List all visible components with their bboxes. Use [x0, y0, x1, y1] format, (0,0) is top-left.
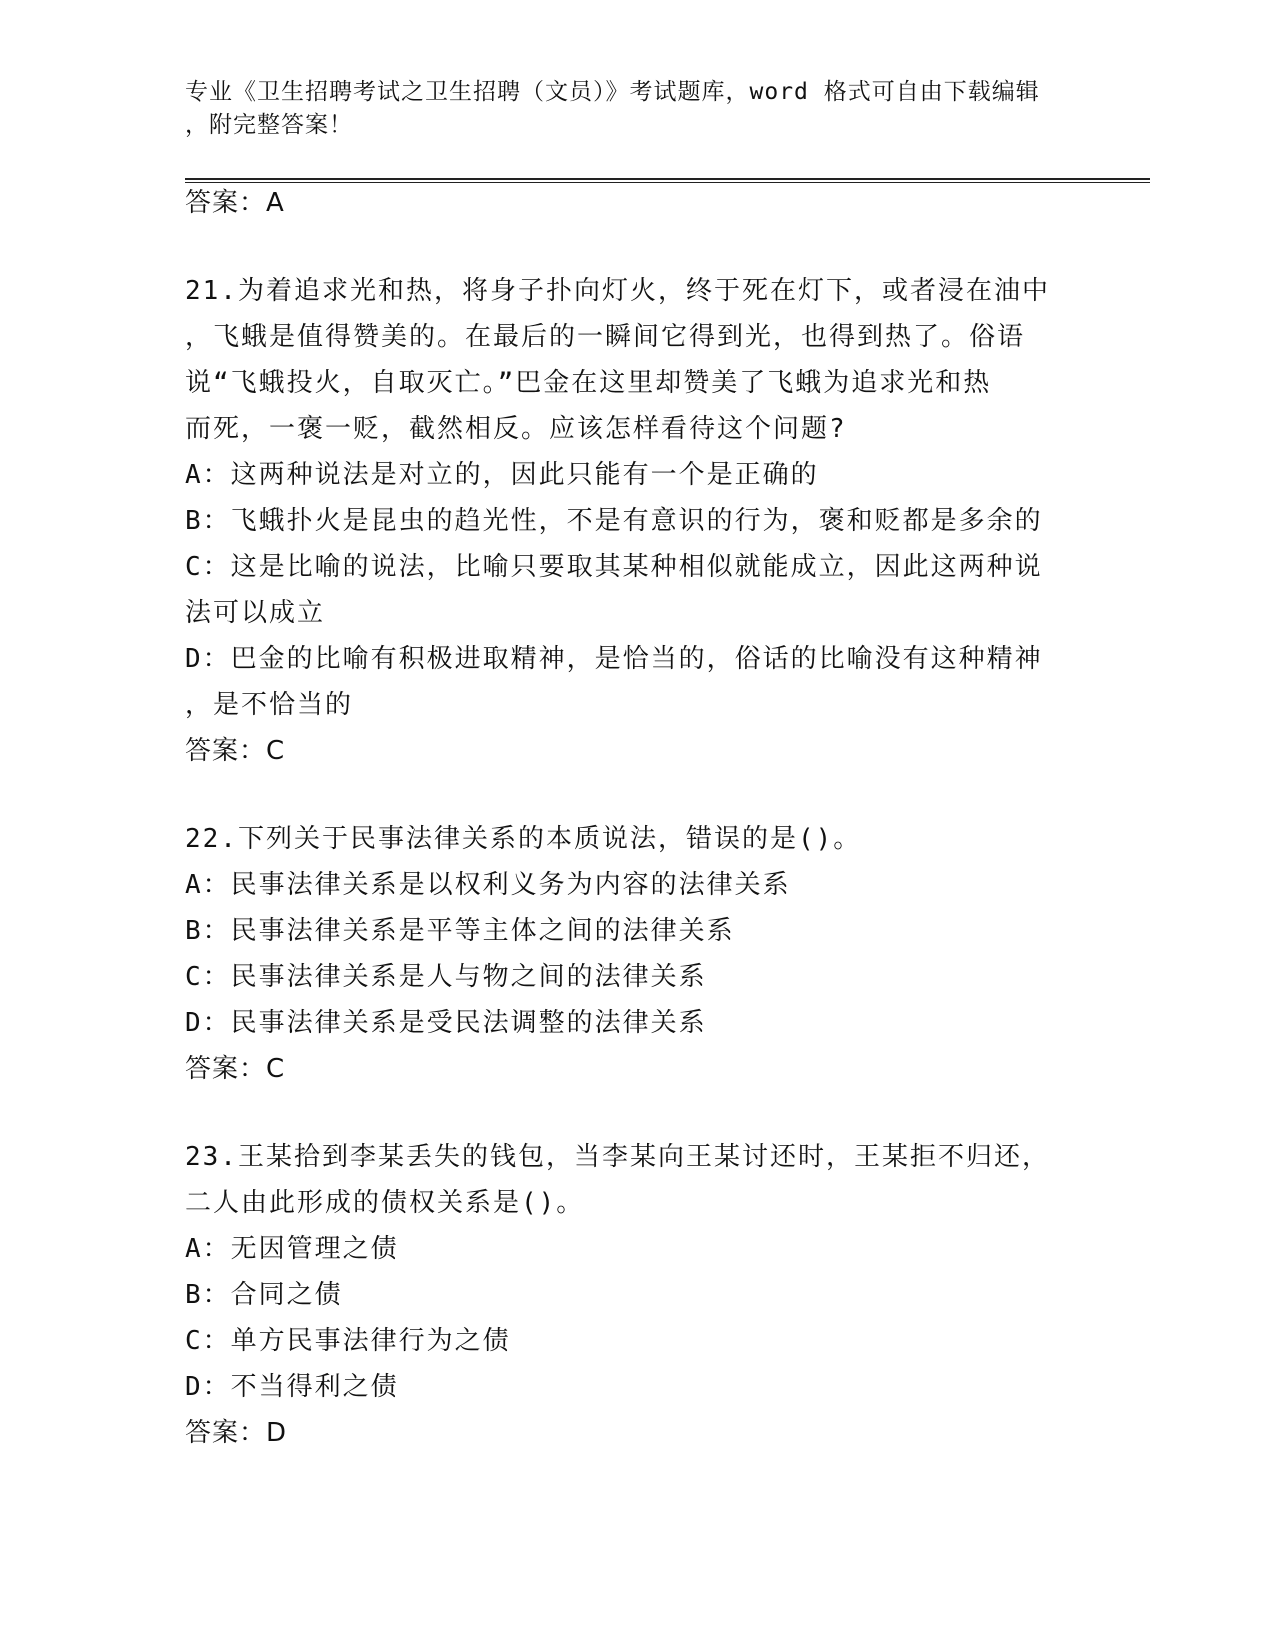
question-23-stem-line-2: 二人由此形成的债权关系是()。: [185, 1188, 585, 1218]
question-21-option-c-line-1: C：这是比喻的说法，比喻只要取其某种相似就能成立，因此这两种说: [185, 552, 1043, 582]
question-21-option-d-line-1: D：巴金的比喻有积极进取精神，是恰当的，俗话的比喻没有这种精神: [185, 644, 1043, 674]
question-22-option-b: B：民事法律关系是平等主体之间的法律关系: [185, 916, 735, 946]
question-22-option-a: A：民事法律关系是以权利义务为内容的法律关系: [185, 870, 791, 900]
spacer: [185, 1092, 1085, 1134]
question-list: [185, 180, 1085, 1456]
question-23-stem-line-1: 23.王某拾到李某丢失的钱包，当李某向王某讨还时，王某拒不归还，: [185, 1142, 1050, 1172]
header-line-1: 专业《卫生招聘考试之卫生招聘（文员）》考试题库，word 格式可自由下载编辑: [185, 79, 1040, 105]
question-22-stem: 22.下列关于民事法律关系的本质说法，错误的是()。: [185, 824, 862, 854]
spacer: [185, 774, 1085, 816]
question-21-option-a: A：这两种说法是对立的，因此只能有一个是正确的: [185, 460, 819, 490]
question-22-answer: 答案：C: [185, 1054, 286, 1084]
question-21-stem-line-3: 说“飞蛾投火，自取灭亡。”巴金在这里却赞美了飞蛾为追求光和热: [185, 368, 992, 398]
question-23: [185, 1134, 1085, 1456]
question-21-stem-line-1: 21.为着追求光和热，将身子扑向灯火，终于死在灯下，或者浸在油中: [185, 276, 1050, 306]
question-23-option-b: B：合同之债: [185, 1280, 343, 1310]
question-23-option-c: C：单方民事法律行为之债: [185, 1326, 511, 1356]
question-23-answer: 答案：D: [185, 1418, 288, 1448]
question-21-option-c-line-2: 法可以成立: [185, 598, 326, 628]
question-21-option-b: B：飞蛾扑火是昆虫的趋光性，不是有意识的行为，褒和贬都是多余的: [185, 506, 1043, 536]
question-22-option-d: D：民事法律关系是受民法调整的法律关系: [185, 1008, 707, 1038]
question-23-option-d: D：不当得利之债: [185, 1372, 399, 1402]
question-21-answer: 答案：C: [185, 736, 286, 766]
question-22-option-c: C：民事法律关系是人与物之间的法律关系: [185, 962, 707, 992]
question-21-option-d-line-2: ，是不恰当的: [185, 690, 354, 720]
question-21: [185, 268, 1085, 774]
spacer: [185, 226, 1085, 268]
question-21-stem-line-4: 而死，一褒一贬，截然相反。应该怎样看待这个问题?: [185, 414, 847, 444]
question-23-option-a: A：无因管理之债: [185, 1234, 399, 1264]
header-line-2: ，附完整答案！: [185, 112, 353, 138]
document-header: [185, 76, 1065, 142]
answer-20: 答案：A: [185, 188, 285, 218]
question-21-stem-line-2: ，飞蛾是值得赞美的。在最后的一瞬间它得到光，也得到热了。俗语: [185, 322, 1026, 352]
question-22: [185, 816, 1085, 1092]
